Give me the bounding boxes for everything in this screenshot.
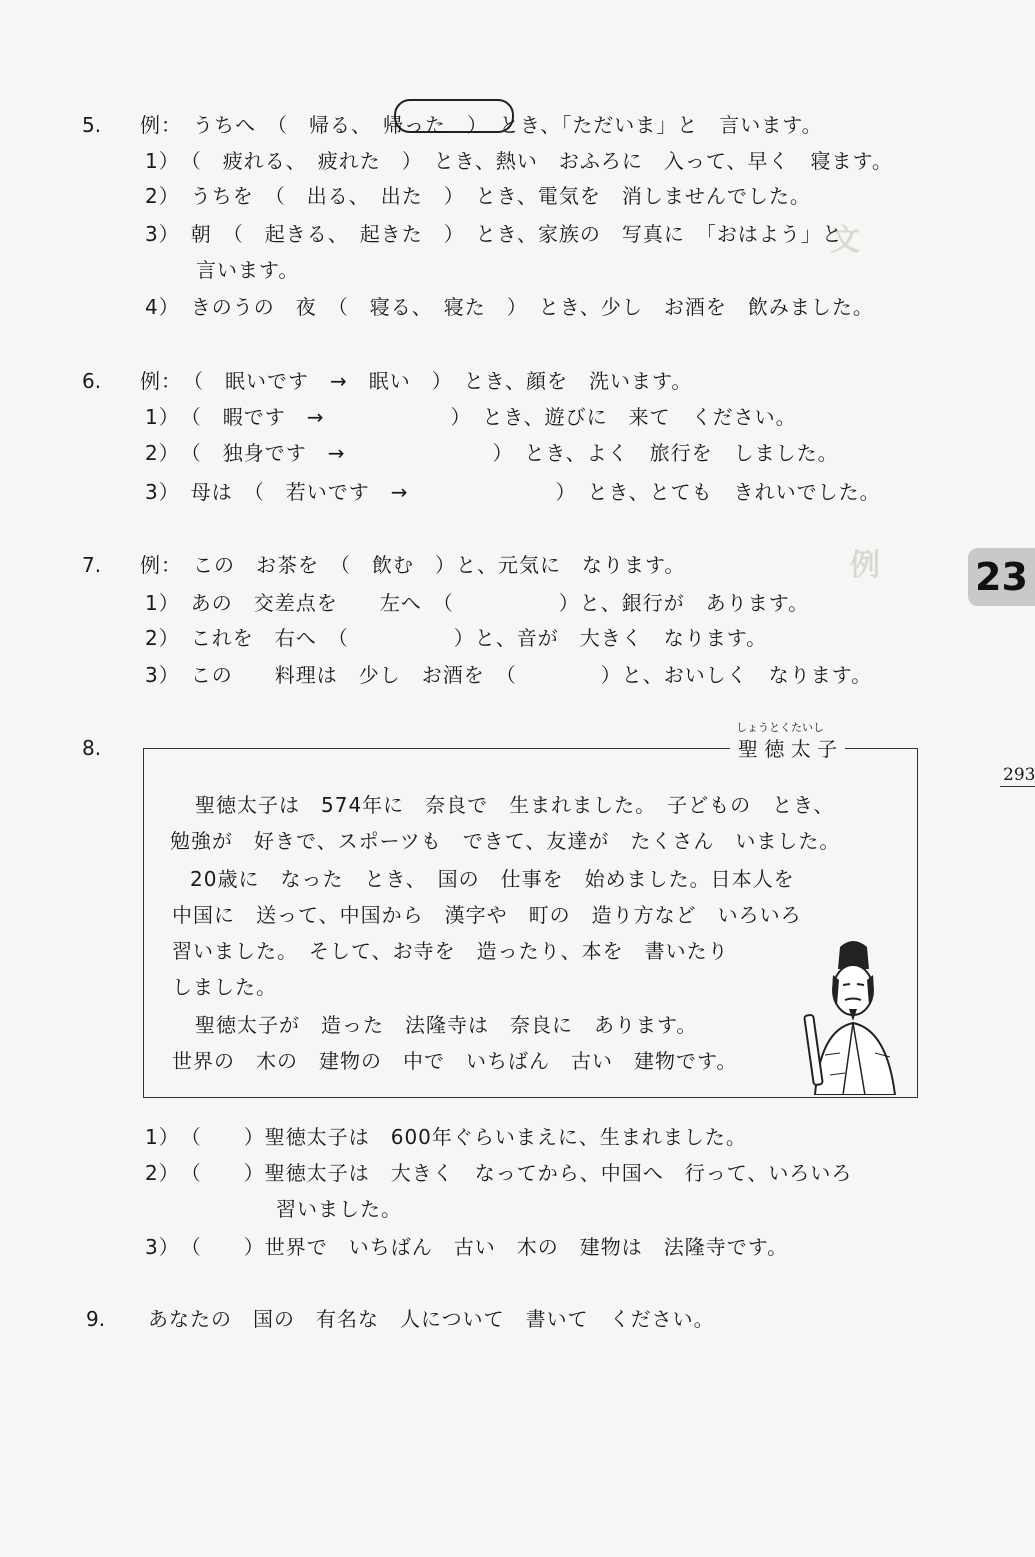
example-sentence: 例： この お茶を （ 飲む ）と、元気に なります。	[140, 553, 686, 577]
question-item: 1） （ 疲れる、 疲れた ） とき、熱い おふろに 入って、早く 寝ます。	[145, 149, 893, 173]
passage-line: 勉強が 好きで、スポーツも できて、友達が たくさん いました。	[170, 829, 841, 853]
box-title: 聖 徳 太 子	[730, 737, 845, 761]
page-number: 293	[1000, 765, 1035, 787]
question-item-continuation: 言います。	[196, 258, 300, 282]
question-item: 1） あの 交差点を 左へ （ ）と、銀行が あります。	[145, 591, 810, 615]
example-sentence: 例： うちへ （ 帰る、 帰った ） とき、「ただいま」と 言います。	[140, 113, 823, 137]
show-through-decoration: 例	[850, 548, 880, 583]
exercise-number: 9.	[86, 1307, 106, 1331]
show-through-decoration: 文	[830, 223, 860, 258]
exercise-number: 6.	[82, 369, 102, 393]
passage-line: 聖徳太子は 574年に 奈良で 生まれました。 子どもの とき、	[195, 793, 835, 817]
passage-line: 中国に 送って、中国から 漢字や 町の 造り方など いろいろ	[172, 903, 802, 927]
prince-shotoku-portrait	[795, 935, 915, 1095]
passage-line: しました。	[172, 975, 277, 999]
passage-line: 聖徳太子が 造った 法隆寺は 奈良に あります。	[195, 1013, 698, 1037]
question-item: 3） 朝 （ 起きる、 起きた ） とき、家族の 写真に 「おはよう」と	[145, 222, 843, 246]
box-title-furigana: しょうとくたいし	[736, 721, 824, 734]
true-false-item: 1） （ ）聖徳太子は 600年ぐらいまえに、生まれました。	[145, 1125, 747, 1149]
question-item: 2） これを 右へ （ ）と、音が 大きく なります。	[145, 626, 768, 650]
exercise-number: 5.	[82, 113, 102, 137]
question-item: 2） うちを （ 出る、 出た ） とき、電気を 消しませんでした。	[145, 184, 811, 208]
passage-line: 世界の 木の 建物の 中で いちばん 古い 建物です。	[172, 1049, 738, 1073]
true-false-item-continuation: 習いました。	[276, 1197, 402, 1221]
true-false-item: 2） （ ）聖徳太子は 大きく なってから、中国へ 行って、いろいろ	[145, 1161, 853, 1185]
passage-line: 習いました。 そして、お寺を 造ったり、本を 書いたり	[172, 939, 729, 963]
question-item: 3） この 料理は 少し お酒を （ ）と、おいしく なります。	[145, 663, 873, 687]
passage-line: 20歳に なった とき、 国の 仕事を 始めました。日本人を	[190, 867, 795, 891]
question-item: 1） （ 暇です → ） とき、遊びに 来て ください。	[145, 405, 797, 429]
exercise-number: 7.	[82, 553, 102, 577]
question-item: 2） （ 独身です → ） とき、よく 旅行を しました。	[145, 441, 839, 465]
writing-prompt: あなたの 国の 有名な 人について 書いて ください。	[148, 1307, 715, 1331]
question-item: 3） 母は （ 若いです → ） とき、とても きれいでした。	[145, 480, 881, 504]
exercise-number: 8.	[82, 736, 102, 760]
example-sentence: 例： （ 眠いです → 眠い ） とき、顔を 洗います。	[140, 369, 693, 393]
chapter-tab: 23	[968, 548, 1035, 606]
question-item: 4） きのうの 夜 （ 寝る、 寝た ） とき、少し お酒を 飲みました。	[145, 295, 874, 319]
true-false-item: 3） （ ）世界で いちばん 古い 木の 建物は 法隆寺です。	[145, 1235, 789, 1259]
